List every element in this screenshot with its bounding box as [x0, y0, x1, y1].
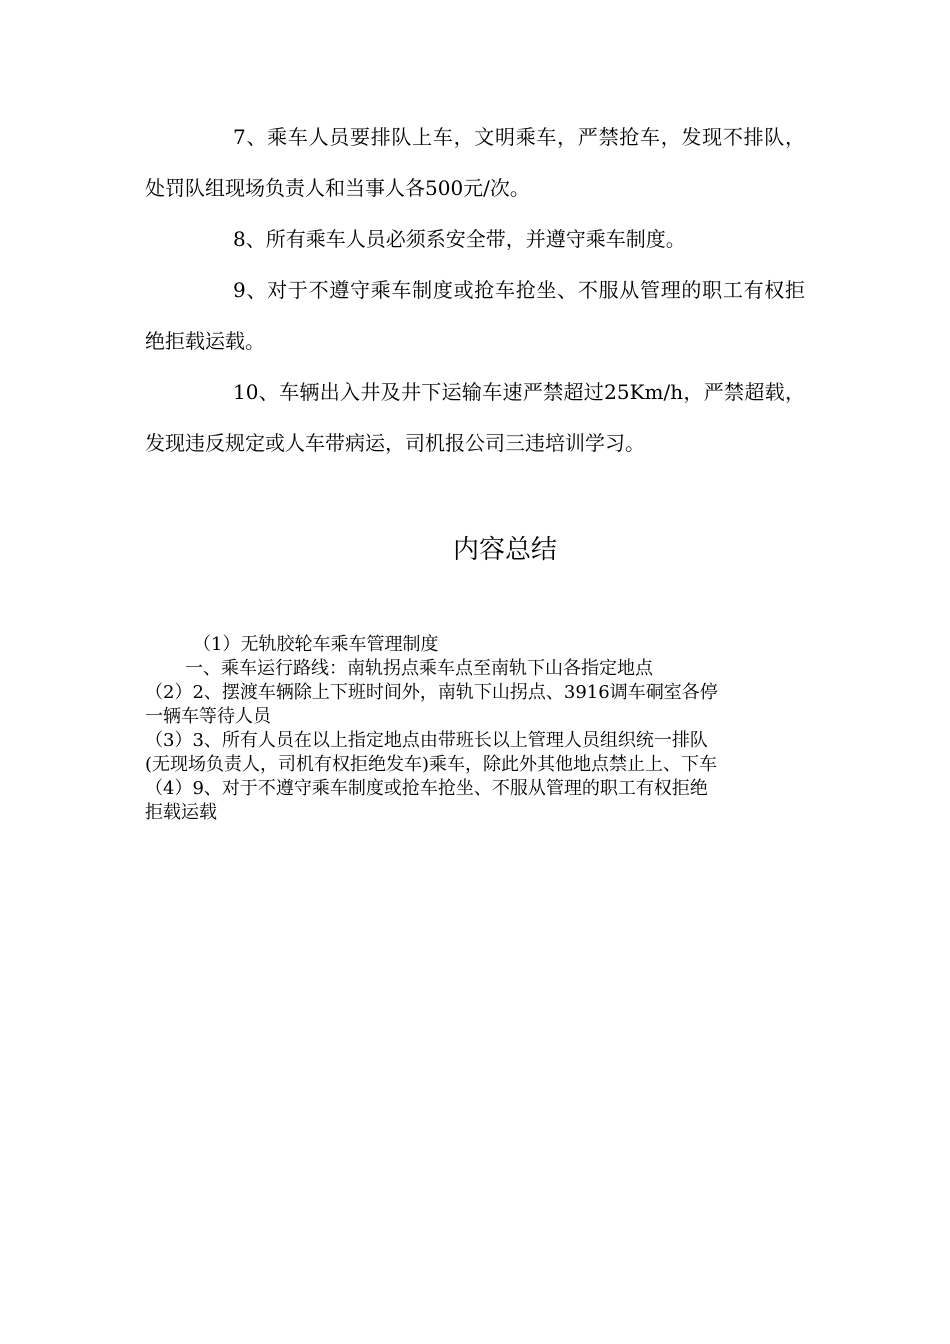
rule-paragraph-10: 10、车辆出入井及井下运输车速严禁超过25Km/h，严禁超载，发现违反规定或人车带病运，司机报公司三违培训学习。 — [145, 380, 805, 455]
summary-line: （2）2、摆渡车辆除上下班时间外，南轨下山拐点、3916调车硐室各停 — [145, 682, 718, 703]
summary-line: 拒载运载 — [145, 802, 217, 823]
summary-line: （4）9、对于不遵守乘车制度或抢车抢坐、不服从管理的职工有权拒绝 — [145, 778, 708, 799]
summary-title: 内容总结 — [452, 535, 557, 565]
summary-line: （3）3、所有人员在以上指定地点由带班长以上管理人员组织统一排队 — [145, 730, 708, 751]
summary-line: （1）无轨胶轮车乘车管理制度 — [193, 634, 439, 655]
summary-line: 一、乘车运行路线：南轨拐点乘车点至南轨下山各指定地点 — [185, 658, 653, 679]
summary-line: (无现场负责人，司机有权拒绝发车)乘车，除此外其他地点禁止上、下车 — [145, 754, 718, 775]
summary-list — [145, 633, 805, 825]
rule-paragraph-8: 8、所有乘车人员必须系安全带，并遵守乘车制度。 — [233, 227, 686, 251]
rules-body — [145, 112, 805, 469]
summary-line: 一辆车等待人员 — [145, 706, 271, 727]
rule-paragraph-9: 9、对于不遵守乘车制度或抢车抢坐、不服从管理的职工有权拒绝拒载运载。 — [145, 278, 805, 353]
rule-paragraph-7: 7、乘车人员要排队上车，文明乘车，严禁抢车，发现不排队，处罚队组现场负责人和当事人各500元/次。 — [145, 125, 805, 200]
